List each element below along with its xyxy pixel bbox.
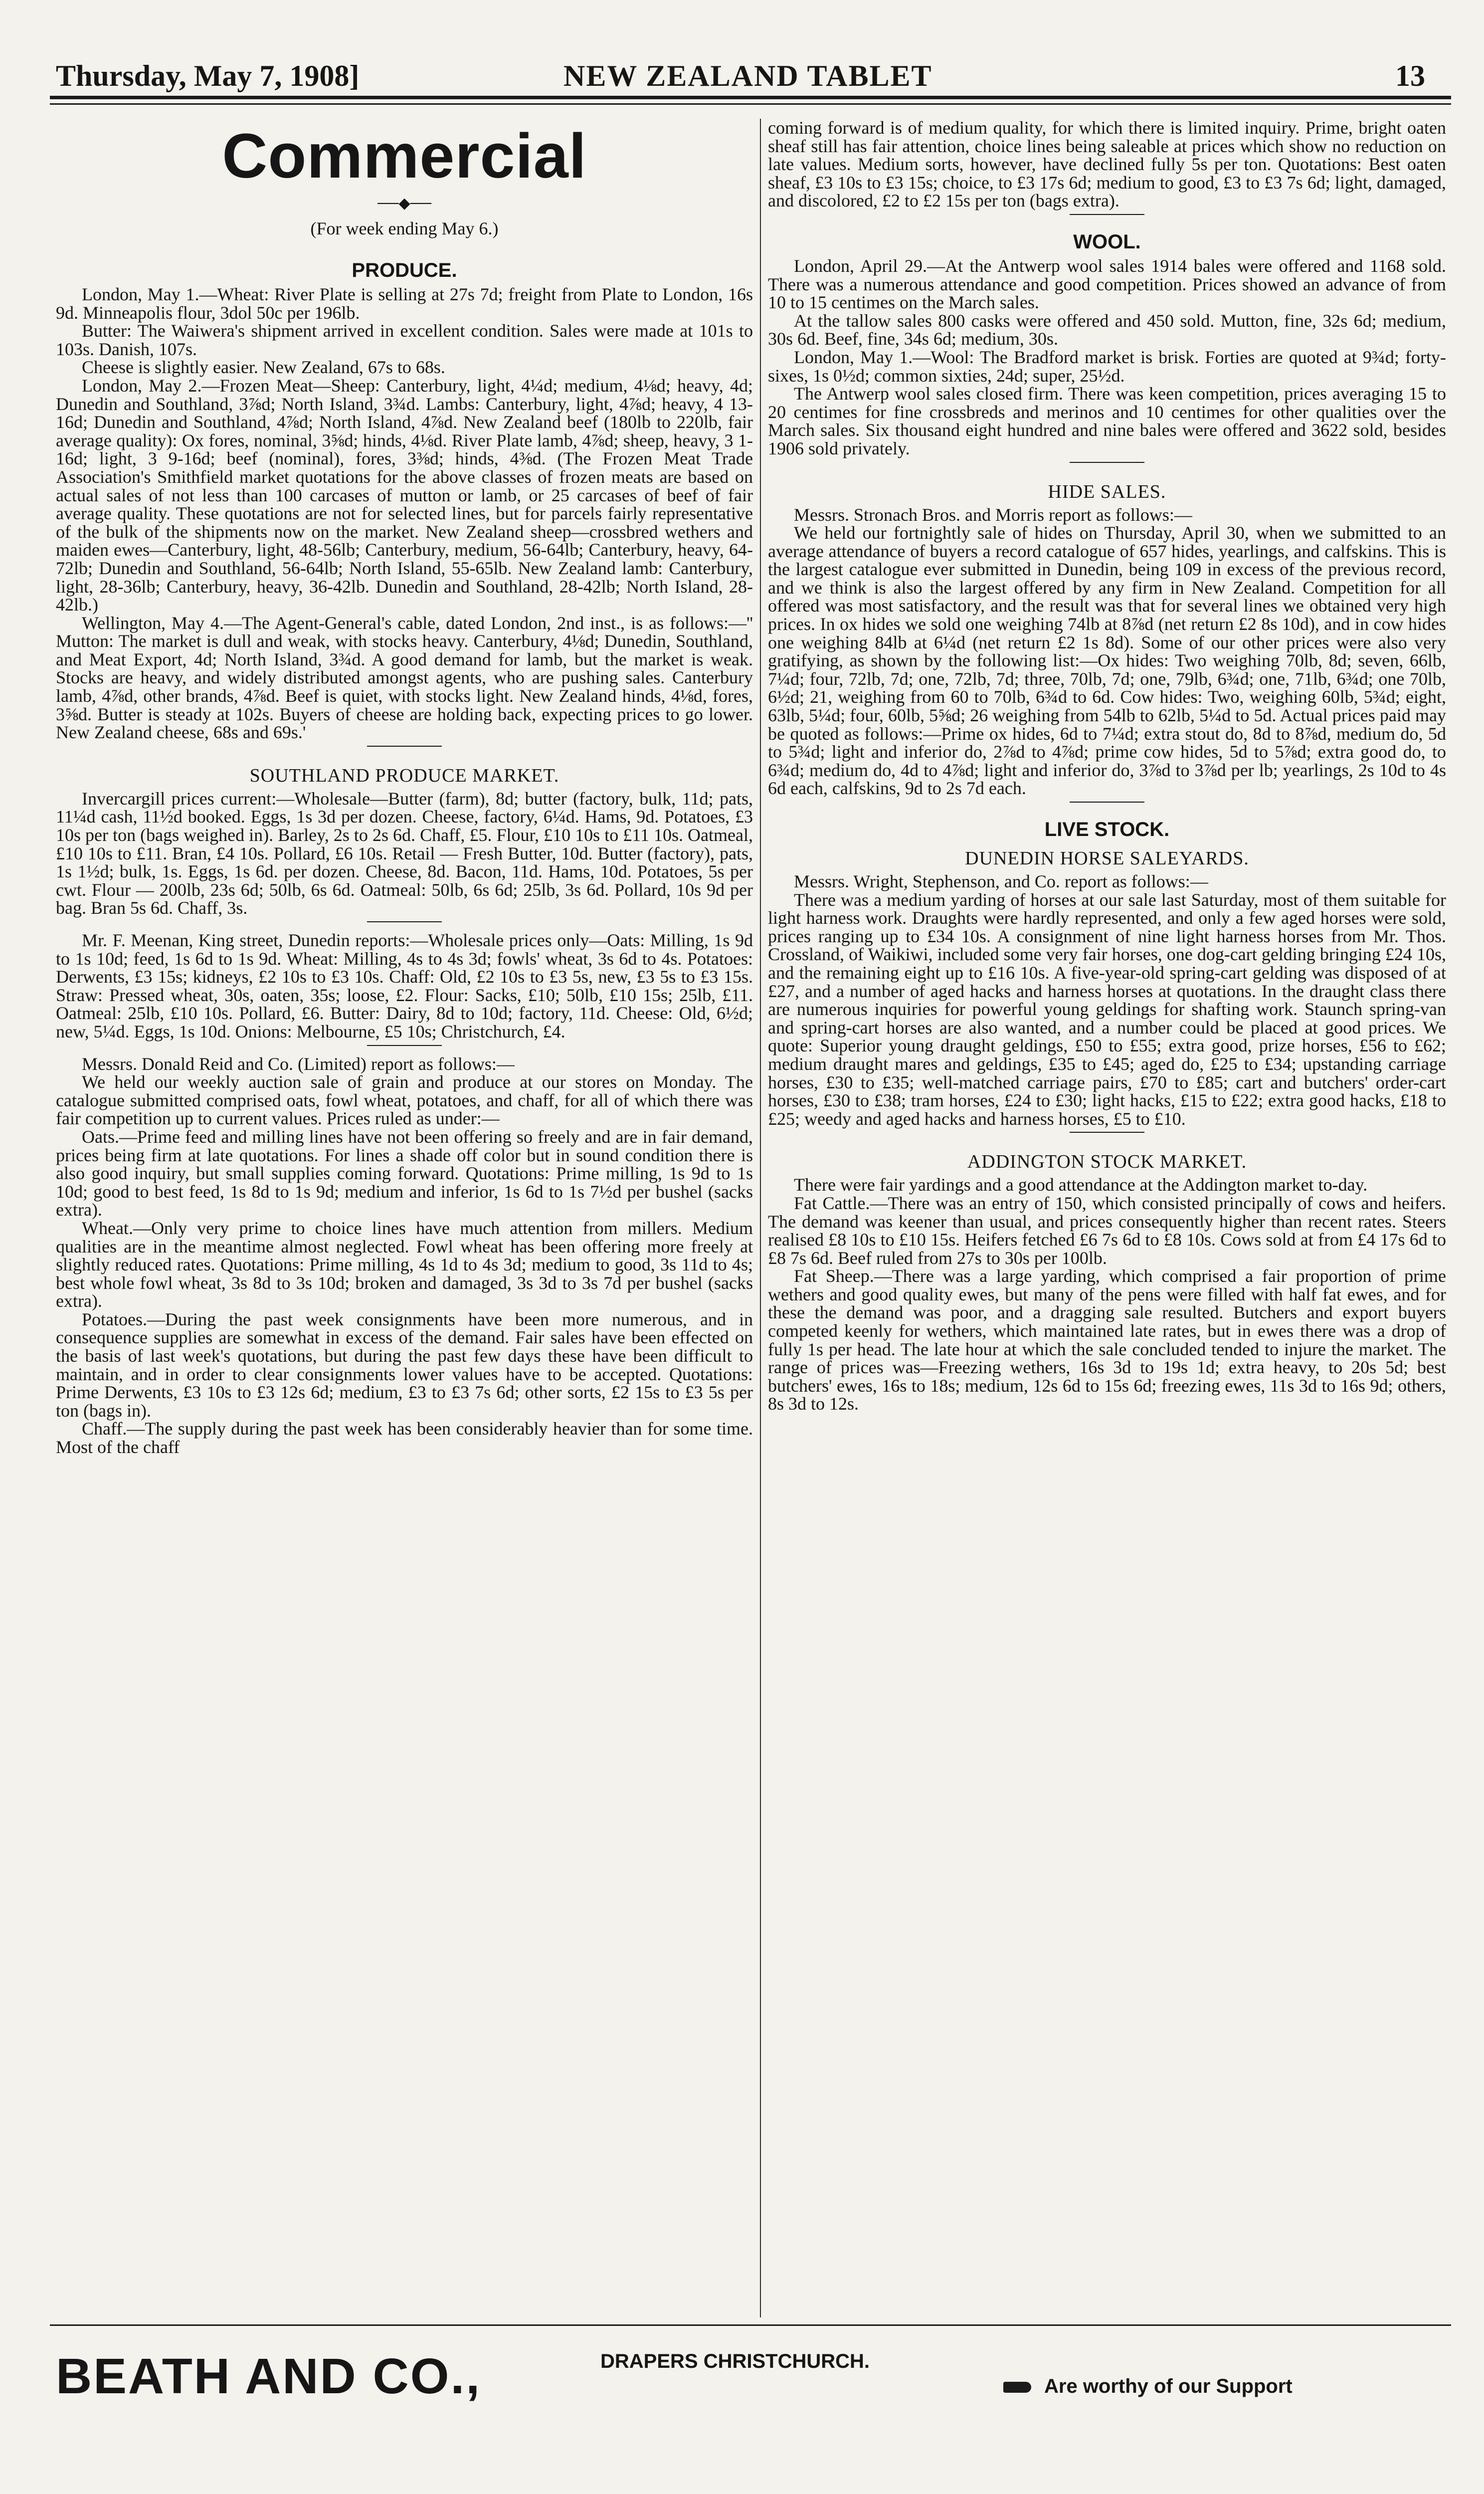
- section-divider: [367, 1045, 442, 1046]
- hide-heading: HIDE SALES.: [1048, 481, 1166, 502]
- header-date: Thursday, May 7, 1908]: [56, 59, 360, 92]
- ad-slogan: [1003, 2375, 1293, 2398]
- southland-paragraph: Wheat.—Only very prime to choice lines have much attention from millers. Medium qualities are in the meantime almost neglected. Fowl wheat has been offering more freely at slightly reduced rates. Quotations: Prime milling, 4s 1d to 4s 3d; medium to good, 3s 11d to 4s; best whole fowl wheat, 3s 8d to 3s 10d; broken and damaged, 3s 3d to 3s 7d per bushel (sacks extra).: [56, 1218, 753, 1311]
- ad-location: DRAPERS CHRISTCHURCH.: [600, 2350, 870, 2372]
- southland-heading: SOUTHLAND PRODUCE MARKET.: [249, 765, 559, 786]
- section-divider: [367, 921, 442, 922]
- produce-paragraph: London, May 2.—Frozen Meat—Sheep: Canterbury, light, 4¼d; medium, 4⅛d; heavy, 4d; Dunedin and Southland, 3⅞d; North Island, 3¾d. Lambs: Canterbury, light, 4⅞d; heavy, 4 13-16d; Dunedin and Southland, 4⅞d; North Island, 4⅞d. New Zealand beef (180lb to 220lb, fair average quality): Ox fores, nominal, 3⅝d; hinds, 4⅛d. River Plate lamb, 4⅞d; sheep, heavy, 3 1-16d; light, 3 9-16d; beef (nominal), fores, 3⅜d; hinds, 4⅜d. (The Frozen Meat Trade Association's Smithfield market quotations for the above classes of frozen meats are based on actual sales of not less than 100 carcases of mutton or lamb, or 25 carcases of beef of fair average quality. These quotations are not for selected lines, but for parcels fairly representative of the bulk of the shipments now on the market. New Zealand sheep—crossbred wethers and maiden ewes—Canterbury, light, 48-56lb; Canterbury, medium, 56-64lb; Canterbury, heavy, 64-72lb; Dunedin and Southland, 56-64lb; North Island, 55-65lb. New Zealand lamb: Canterbury, light, 28-36lb; Canterbury, heavy, 36-42lb. Dunedin and Southland, 28-42lb; North Island, 28-42lb.): [56, 375, 753, 615]
- section-masthead: Commercial: [222, 121, 587, 191]
- addington-paragraph: There were fair yardings and a good attendance at the Addington market to-day.: [794, 1175, 1368, 1195]
- addington-paragraph: Fat Cattle.—There was an entry of 150, which consisted principally of cows and heifers. The demand was keener than usual, and prices consequently higher than recent rates. Steers realised £8 10s to £10 15s. Heifers fetched £6 7s 6d to £8 10s. Cows sold at from £4 17s 6d to £8 7s 6d. Beef ruled from 27s to 30s per 100lb.: [768, 1193, 1446, 1268]
- header-title: NEW ZEALAND TABLET: [563, 59, 932, 92]
- section-divider: [1070, 214, 1144, 215]
- footer-rule: [50, 2324, 1451, 2326]
- horse-heading: DUNEDIN HORSE SALEYARDS.: [965, 848, 1249, 869]
- section-divider: [1070, 802, 1144, 803]
- produce-heading: PRODUCE.: [352, 259, 457, 281]
- horse-paragraph: There was a medium yarding of horses at our sale last Saturday, most of them suitable for light harness work. Draughts were hardly represented, and only a few aged horses were sold, prices ranging up to £34 10s. A consignment of nine light harness horses from Mr. Thos. Crossland, of Waikiwi, included some very fair horses, one dog-cart gelding bringing £24 10s, and the remaining eight up to £16 10s. A five-year-old spring-cart gelding was disposed of at £27, and a number of aged hacks and harness horses at quotations. In the draught class there are numerous inquiries for powerful young geldings for shafting work. Staunch spring-van and spring-cart horses are also wanted, and a number could be placed at good prices. We quote: Superior young draught geldings, £50 to £55; extra good, prize horses, £56 to £62; medium draught mares and geldings, £35 to £45; aged do, £25 to £34; upstanding carriage horses, £30 to £35; well-matched carriage pairs, £70 to £85; cart and butchers' order-cart horses, £30 to £38; tram horses, £24 to £30; light hacks, £15 to £22; extra good hacks, £18 to £25; weedy and aged hacks and harness horses, £5 to £10.: [768, 889, 1446, 1129]
- ornament-divider: ──◆──: [377, 195, 432, 211]
- hide-paragraph: We held our fortnightly sale of hides on Thursday, April 30, when we submitted to an average attendance of buyers a record catalogue of 657 hides, yearlings, and calfskins. This is the largest catalogue ever submitted in Dunedin, being 109 in excess of the previous record, and we think is also the largest offered by any firm in New Zealand. Competition for all offered was most satisfactory, and the result was that for several lines we obtained very high prices. In ox hides we sold one weighing 74lb at 8⅞d (net return £2 8s 10d), and in cow hides one weighing 84lb at 6¼d (net return £2 1s 8d). Some of our other prices were also very gratifying, as shown by the following list:—Ox hides: Two weighing 70lb, 8d; seven, 66lb, 7¼d; four, 72lb, 7d; one, 72lb, 7d; three, 70lb, 7d; one, 79lb, 6¾d; one, 71lb, 6¾d; one 70lb, 6½d; 21, weighing from 60 to 70lb, 6¾d to 6d. Cow hides: Two, weighing 60lb, 5¾d; eight, 63lb, 5¼d; four, 60lb, 5⅝d; 26 weighing from 54lb to 62lb, 5¼d to 5d. Actual prices paid may be quoted as follows:—Prime ox hides, 6d to 7¼d; extra stout do, 8d to 8⅞d, medium do, 5d to 5¾d; light and inferior do, 2⅞d to 4⅞d; prime cow hides, 5d to 5⅞d; extra good do, to 6¾d; medium do, 4d to 4⅞d; light and inferior do, 3⅞d to 3⅞d per lb; yearlings, 2s 10d to 4s 6d each, calfskins, 9d to 2s 7d each.: [768, 523, 1446, 799]
- wool-paragraph: London, May 1.—Wool: The Bradford market is brisk. Forties are quoted at 9¾d; forty-sixes, 1s 0½d; common sixties, 24d; super, 25½d.: [768, 347, 1446, 386]
- live-stock-heading: LIVE STOCK.: [1044, 819, 1170, 840]
- week-ending-line: (For week ending May 6.): [310, 218, 499, 238]
- produce-paragraph: Butter: The Waiwera's shipment arrived in excellent condition. Sales were made at 101s to 103s. Danish, 107s.: [56, 321, 753, 359]
- pointing-hand-icon: [1003, 2382, 1031, 2393]
- section-divider: [367, 746, 442, 747]
- header-rule-thin: [50, 103, 1451, 105]
- advertisement-footer: [56, 2346, 1447, 2406]
- column-divider: [760, 119, 761, 2317]
- section-divider: [1070, 1132, 1144, 1133]
- southland-paragraph: We held our weekly auction sale of grain and produce at our stores on Monday. The catalogue submitted comprised oats, fowl wheat, potatoes, and chaff, for all of which there was fair competition up to current values. Prices ruled as under:—: [56, 1072, 753, 1129]
- produce-paragraph: Wellington, May 4.—The Agent-General's cable, dated London, 2nd inst., is as follows:—'' Mutton: The market is dull and weak, with stocks heavy. Canterbury, 4⅛d; Dunedin, Southland, and Meat Export, 4d; North Island, 3¾d. A good demand for lamb, but the market is weak. Stocks are heavy, and widely distributed amongst agents, who are pushing sales. Canterbury lamb, 4⅞d, other brands, 4⅞d. Beef is quiet, with stocks light. New Zealand hinds, 4⅛d, fores, 3⅝d. Butter is steady at 102s. Buyers of cheese are holding back, expecting prices to go lower. New Zealand cheese, 68s and 69s.': [56, 613, 753, 743]
- chaff-continuation: coming forward is of medium quality, for which there is limited inquiry. Prime, bright oaten sheaf still has fair attention, choice lines being saleable at prices which show no reduction on late values. Medium sorts, however, have declined fully 5s per ton. Quotations: Best oaten sheaf, £3 10s to £3 15s; choice, to £3 17s 6d; medium to good, £3 to £3 7s 6d; light, damaged, and discolored, £2 to £2 15s per ton (bags extra).: [768, 119, 1446, 211]
- ad-slogan-text: Are worthy of our Support: [1044, 2375, 1293, 2397]
- wool-heading: WOOL.: [1073, 230, 1141, 253]
- header-rule: [50, 96, 1451, 99]
- southland-paragraph: Oats.—Prime feed and milling lines have not been offering so freely and are in fair demand, prices being firm at late quotations. For lines a shade off color but in sound condition there is also good inquiry, but small supplies coming forward. Quotations: Prime milling, 1s 9d to 1s 10d; good to best feed, 1s 8d to 1s 9d; medium and inferior, 1s 6d to 1s 7½d per bushel (sacks extra).: [56, 1126, 753, 1220]
- addington-paragraph: Fat Sheep.—There was a large yarding, which comprised a fair proportion of prime wethers and good quality ewes, but many of the pens were filled with half fat ewes, and for these the demand was poor, and a dragging sale resulted. Butchers and export buyers competed keenly for wethers, which maintained late rates, but in ewes there was a drop of fully 1s per head. The late hour at which the sale concluded tended to injure the market. The range of prices was—Freezing wethers, 16s 3d to 19s 1d; extra heavy, to 20s 5d; best butchers' ewes, 16s to 18s; medium, 12s 6d to 15s 6d; freezing ewes, 11s 3d to 16s 9d; others, 8s 3d to 12s.: [768, 1266, 1446, 1414]
- right-column: [768, 119, 1446, 2317]
- wool-paragraph: The Antwerp wool sales closed firm. There was keen competition, prices averaging 15 to 20 centimes for fine crossbreds and merinos and 10 centimes for other qualities over the March sales. Six thousand eight hundred and nine bales were offered and 3622 sold, besides 1906 sold privately.: [768, 384, 1446, 458]
- southland-paragraph: Messrs. Donald Reid and Co. (Limited) report as follows:—: [82, 1053, 515, 1074]
- southland-paragraph: Mr. F. Meenan, King street, Dunedin reports:—Wholesale prices only—Oats: Milling, 1s 9d to 1s 10d; feed, 1s 6d to 1s 9d. Wheat: Milling, 4s to 4s 3d; fowls' wheat, 3s 6d to 4s. Potatoes: Derwents, £3 15s; kidneys, £2 10s to £3 10s. Chaff: Old, £2 10s to £3 5s, new, £3 5s to £3 15s. Straw: Pressed wheat, 30s, oaten, 35s; loose, £2. Flour: Sacks, £10; 50lb, £10 15s; 25lb, £11. Oatmeal: 25lb, £10 10s. Pollard, £6. Butter: Dairy, 8d to 10d; factory, 11d. Cheese: Old, 6½d; new, 5¼d. Eggs, 1s 10d. Onions: Melbourne, £5 10s; Christchurch, £4.: [56, 930, 753, 1041]
- hide-paragraph: Messrs. Stronach Bros. and Morris report as follows:—: [794, 504, 1192, 525]
- addington-heading: ADDINGTON STOCK MARKET.: [967, 1151, 1247, 1173]
- southland-paragraph: Invercargill prices current:—Wholesale—Butter (farm), 8d; butter (factory, bulk, 11d; pats, 11¼d cash, 11½d booked. Eggs, 1s 3d per dozen. Cheese, factory, 6¼d. Hams, 9d. Potatoes, £3 10s per ton (bags weighed in). Barley, 2s to 2s 6d. Chaff, £5. Flour, £10 10s to £11 10s. Oatmeal, £10 10s to £11. Bran, £4 10s. Pollard, £6 10s. Retail — Fresh Butter, 10d. Butter (factory), pats, 1s 1½d; bulk, 1s. Eggs, 1s 6d. per dozen. Cheese, 8d. Bacon, 11d. Hams, 10d. Potatoes, 5s per cwt. Flour — 200lb, 23s 6d; 50lb, 6s 6d. Oatmeal: 50lb, 6s 6d; 25lb, 3s 6d. Pollard, 10s 9d per bag. Bran 5s 6d. Chaff, 3s.: [56, 788, 753, 918]
- left-column: [56, 119, 753, 2317]
- produce-paragraph: London, May 1.—Wheat: River Plate is selling at 27s 7d; freight from Plate to London, 16s 9d. Minneapolis flour, 3dol 50c per 196lb.: [56, 284, 753, 323]
- horse-paragraph: Messrs. Wright, Stephenson, and Co. report as follows:—: [794, 871, 1208, 891]
- wool-paragraph: London, April 29.—At the Antwerp wool sales 1914 bales were offered and 1168 sold. There was a numerous attendance and good competition. Prices showed an advance of from 10 to 15 centimes on the March sales.: [768, 255, 1446, 313]
- ad-brand: BEATH AND CO.,: [56, 2348, 482, 2404]
- southland-paragraph: Chaff.—The supply during the past week has been considerably heavier than for some time. Most of the chaff: [56, 1419, 753, 1457]
- produce-paragraph: Cheese is slightly easier. New Zealand, 67s to 68s.: [82, 357, 445, 378]
- section-divider: [1070, 462, 1144, 463]
- southland-paragraph: Potatoes.—During the past week consignments have been more numerous, and in consequence supplies are somewhat in excess of the demand. Fair sales have been effected on the basis of last week's quotations, but during the past few days these have been difficult to maintain, and in order to clear consignments lower values have to be accepted. Quotations: Prime Derwents, £3 10s to £3 12s 6d; medium, £3 to £3 7s 6d; other sorts, £2 15s to £3 5s per ton (bags in).: [56, 1309, 753, 1421]
- page-number: 13: [1395, 59, 1425, 92]
- wool-paragraph: At the tallow sales 800 casks were offered and 450 sold. Mutton, fine, 32s 6d; medium, 30s 6d. Beef, fine, 34s 6d; medium, 30s.: [768, 310, 1446, 349]
